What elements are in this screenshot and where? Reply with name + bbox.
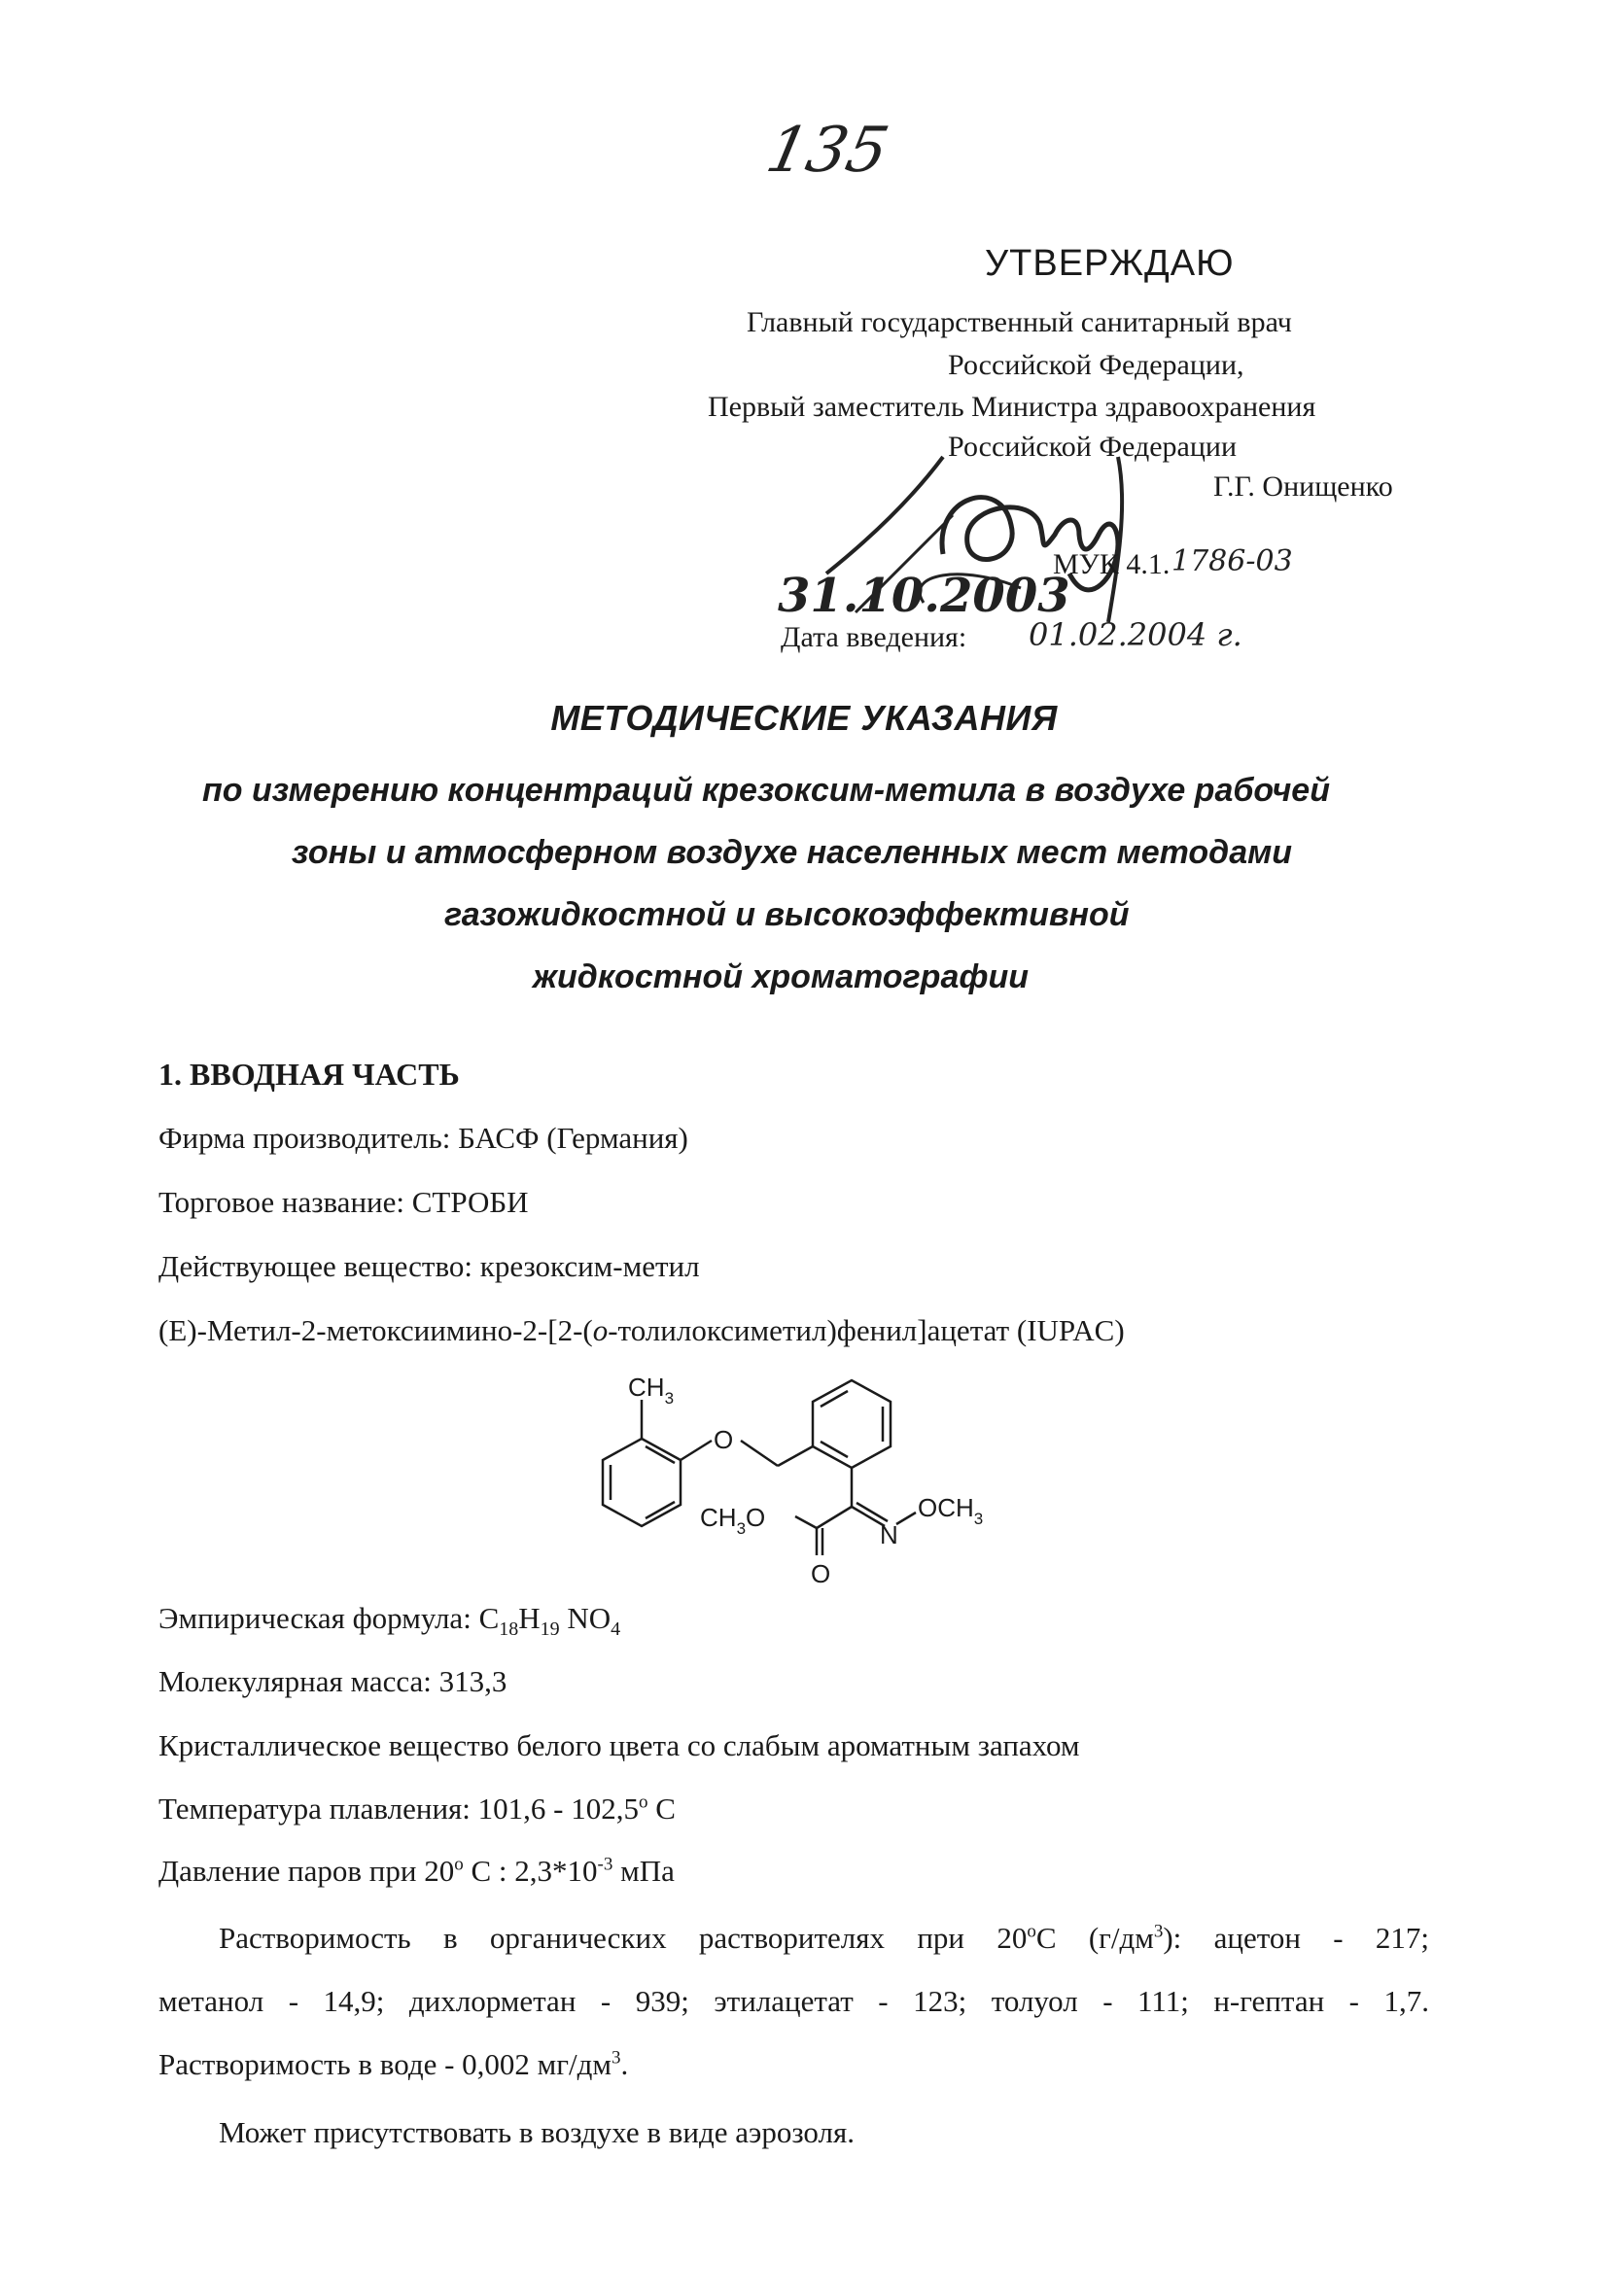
structural-formula bbox=[583, 1371, 992, 1594]
iupac-name-part1: (E)-Метил-2-метоксиимино-2-[2-( bbox=[158, 1313, 593, 1347]
vapor-pressure-line: Давление паров при 20$^o$ C : $2,3*10^{-3}$ мПа bbox=[158, 1854, 675, 1888]
approval-position-line4: Российской Федерации bbox=[948, 431, 1238, 463]
document-subtitle-line2: зоны и атмосферном воздухе населенных мест методами bbox=[292, 834, 1293, 871]
intro-date-handwritten: 01.02.2004 г. bbox=[1029, 616, 1242, 653]
document-subtitle-line4: жидкостной хроматографии bbox=[533, 958, 1029, 995]
document-subtitle-line3: газожидкостной и высокоэффективной bbox=[444, 896, 1130, 933]
solubility-water-line: Растворимость в воде - 0,002 $мг/дм^3$. bbox=[158, 2047, 629, 2081]
empirical-formula-value: $C_{18}H_{19}$ $NO_4$ bbox=[478, 1601, 621, 1641]
active-substance-line: Действующее вещество: крезоксим-метил bbox=[158, 1249, 700, 1283]
aerosol-line: Может присутствовать в воздухе в виде аэрозоля. bbox=[219, 2115, 855, 2149]
muk-number-handwritten: 1786-03 bbox=[1171, 544, 1293, 578]
iupac-name-part2: -толилоксиметил)фенил]ацетат (IUPAC) bbox=[608, 1313, 1125, 1347]
ether-oxygen-label: O bbox=[714, 1425, 734, 1454]
iupac-name-line bbox=[158, 1313, 1125, 1348]
ch3o-label: $CH_3O$ bbox=[700, 1503, 766, 1538]
solubility-organic-line2: метанол - 14,9; дихлорметан - 939; этилацетат - 123; толуол - 111; н-гептан - 1,7. bbox=[158, 1984, 1429, 2018]
solubility-organic-line1: Растворимость в органических растворителях при 20$^o$C $(г/дм^3)$: ацетон - 217; bbox=[219, 1921, 1429, 1955]
nitrogen-label: N bbox=[880, 1520, 898, 1549]
muk-prefix: МУК 4.1. bbox=[1053, 548, 1171, 580]
empirical-formula-label: Эмпирическая формула: bbox=[158, 1601, 479, 1635]
trade-name-line: Торговое название: СТРОБИ bbox=[158, 1185, 529, 1219]
appearance-line: Кристаллическое вещество белого цвета со слабым ароматным запахом bbox=[158, 1728, 1080, 1762]
page-number: 135 bbox=[760, 115, 895, 187]
approval-position-line3: Первый заместитель Министра здравоохранения bbox=[708, 391, 1316, 423]
approval-position-line1: Главный государственный санитарный врач bbox=[747, 306, 1292, 338]
approver-name: Г.Г. Онищенко bbox=[1213, 470, 1393, 503]
approval-position-line2: Российской Федерации, bbox=[948, 349, 1244, 381]
approval-heading: УТВЕРЖДАЮ bbox=[985, 243, 1235, 284]
document-title: МЕТОДИЧЕСКИЕ УКАЗАНИЯ bbox=[550, 698, 1058, 738]
section-heading: 1. ВВОДНАЯ ЧАСТЬ bbox=[158, 1057, 460, 1092]
melting-point-line: Температура плавления: 101,6 - 102,5$^o$ C bbox=[158, 1792, 676, 1826]
carbonyl-oxygen-label: O bbox=[811, 1559, 831, 1588]
manufacturer-line: Фирма производитель: БАСФ (Германия) bbox=[158, 1121, 688, 1155]
document-subtitle-line1: по измерению концентраций крезоксим-метила в воздухе рабочей bbox=[202, 772, 1330, 809]
empirical-formula-line bbox=[158, 1601, 620, 1641]
och3-label: $OCH_3$ bbox=[918, 1493, 984, 1528]
approval-date-handwritten: 31.10.2003 bbox=[778, 569, 1070, 623]
ch3-top-label: $CH_3$ bbox=[628, 1373, 675, 1408]
iupac-name-ortho: o bbox=[592, 1313, 609, 1347]
molecular-mass-line: Молекулярная масса: 313,3 bbox=[158, 1664, 507, 1698]
intro-date-label: Дата введения: bbox=[781, 621, 967, 653]
